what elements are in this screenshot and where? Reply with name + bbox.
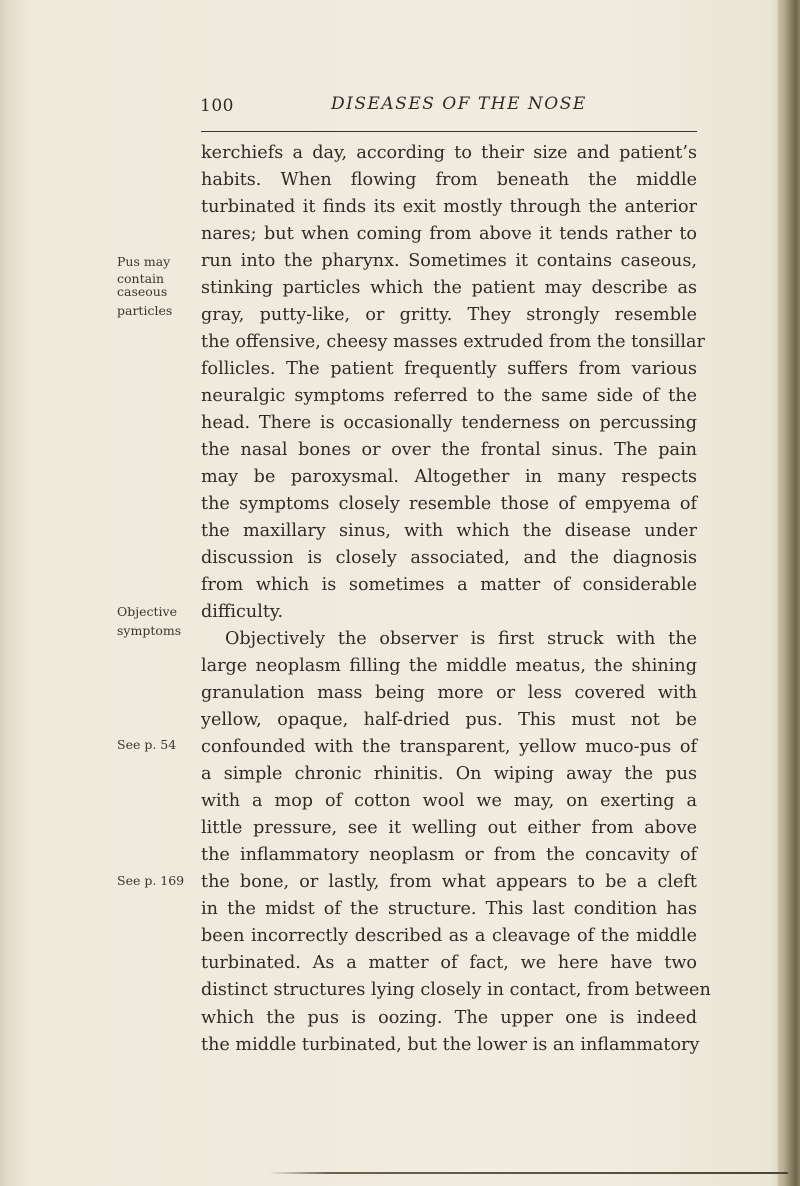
margin-note-pus bbox=[117, 255, 199, 317]
margin-note-line: See p. 54 bbox=[117, 737, 177, 752]
text-line: kerchiefs a day, according to their size and patient’s bbox=[201, 143, 697, 163]
bottom-edge-rule bbox=[268, 1172, 788, 1174]
text-line: habits. When flowing from beneath the middle bbox=[201, 170, 697, 191]
text-line: turbinated it finds its exit mostly through the anterior bbox=[201, 197, 697, 218]
text-line: stinking particles which the patient may describe as bbox=[201, 278, 697, 299]
text-line: yellow, opaque, half-dried pus. This must not be bbox=[201, 710, 697, 731]
text-line: the symptoms closely resemble those of empyema of bbox=[201, 494, 697, 515]
book-edge bbox=[778, 0, 800, 1186]
margin-note-objective bbox=[117, 605, 199, 637]
text-line: granulation mass being more or less covered with bbox=[201, 683, 697, 704]
margin-note-line: contain bbox=[117, 271, 165, 286]
text-line: the middle turbinated, but the lower is an inflammatory bbox=[201, 1034, 700, 1055]
text-line: the inflammatory neoplasm or from the concavity of bbox=[201, 845, 697, 866]
margin-note-line: particles bbox=[117, 303, 173, 318]
text-line: the nasal bones or over the frontal sinus. The pain bbox=[201, 440, 697, 461]
text-line: distinct structures lying closely in contact, from between bbox=[201, 980, 711, 1001]
margin-note-line: Objective bbox=[117, 604, 178, 619]
margin-note-see-p169 bbox=[117, 874, 199, 887]
margin-note-line: symptoms bbox=[117, 623, 182, 638]
text-line: follicles. The patient frequently suffers from various bbox=[201, 359, 697, 380]
page-left-edge bbox=[0, 0, 26, 1186]
text-line: little pressure, see it welling out either from above bbox=[201, 818, 697, 839]
text-line: from which is sometimes a matter of considerable bbox=[201, 575, 697, 596]
margin-note-line: See p. 169 bbox=[117, 873, 185, 888]
text-line: run into the pharynx. Sometimes it contains caseous, bbox=[201, 251, 697, 272]
margin-note-line: caseous bbox=[117, 284, 168, 299]
running-title: DISEASES OF THE NOSE bbox=[331, 94, 587, 114]
text-line: large neoplasm filling the middle meatus, the shining bbox=[201, 656, 697, 677]
text-line: been incorrectly described as a cleavage of the middle bbox=[201, 926, 697, 947]
text-line: which the pus is oozing. The upper one is indeed bbox=[201, 1007, 697, 1028]
text-line: in the midst of the structure. This last condition has bbox=[201, 899, 697, 920]
text-line: discussion is closely associated, and the diagnosis bbox=[201, 548, 697, 569]
text-line: a simple chronic rhinitis. On wiping away the pus bbox=[201, 764, 697, 785]
text-line: the maxillary sinus, with which the disease under bbox=[201, 521, 697, 542]
text-line: gray, putty-like, or gritty. They strongly resemble bbox=[201, 305, 697, 326]
text-line: turbinated. As a matter of fact, we here have two bbox=[201, 953, 697, 974]
text-line: may be paroxysmal. Altogether in many respects bbox=[201, 467, 697, 488]
text-line: with a mop of cotton wool we may, on exerting a bbox=[201, 791, 697, 812]
page-number: 100 bbox=[200, 96, 234, 116]
text-line: nares; but when coming from above it tends rather to bbox=[201, 224, 697, 245]
text-line: head. There is occasionally tenderness on percussing bbox=[201, 413, 697, 434]
margin-note-line: Pus may bbox=[117, 254, 171, 269]
text-line: the offensive, cheesy masses extruded from the tonsillar bbox=[201, 332, 705, 353]
text-line: the bone, or lastly, from what appears to be a cleft bbox=[201, 872, 697, 893]
margin-note-see-p54 bbox=[117, 738, 199, 751]
text-line: neuralgic symptoms referred to the same side of the bbox=[201, 386, 697, 407]
body-text bbox=[201, 140, 711, 1059]
text-line: confounded with the transparent, yellow muco-pus of bbox=[201, 737, 697, 758]
text-line: Objectively the observer is first struck with the bbox=[225, 629, 697, 650]
header-rule bbox=[201, 131, 697, 132]
text-line: difficulty. bbox=[201, 602, 284, 623]
